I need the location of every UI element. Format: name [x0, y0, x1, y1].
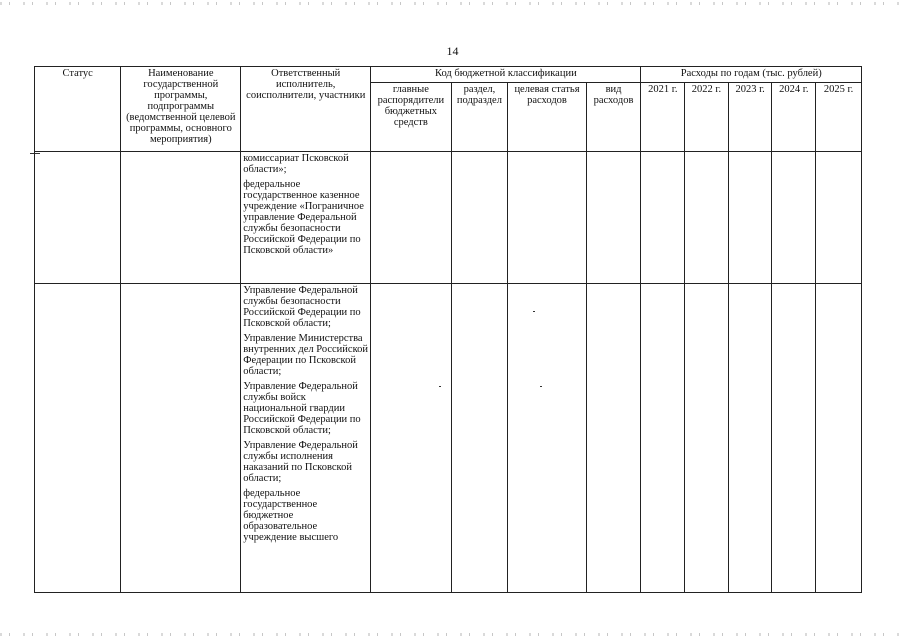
executor-item: федеральное государственное бюджетное образовательное учреждение высшего [243, 488, 339, 544]
cell-2021 [641, 152, 685, 284]
header-program-name: Наименование государственной программы, подпрограммы (ведомственной целевой программы, основного мероприятия) [121, 67, 241, 152]
header-kbk-group: Код бюджетной классификации [371, 67, 641, 83]
scan-speck [533, 311, 535, 312]
scan-artifact-top [0, 2, 905, 5]
cell-2023 [728, 152, 772, 284]
cell-kbk-target [508, 284, 586, 593]
cell-2025 [816, 152, 862, 284]
scan-artifact-bottom [0, 633, 905, 636]
cell-2023 [728, 284, 772, 593]
cell-2022 [685, 152, 729, 284]
cell-kbk-type [586, 152, 641, 284]
cell-2021 [641, 284, 685, 593]
header-executor: Ответственный исполнитель, соисполнители, участники [241, 67, 371, 152]
header-kbk-type: вид расходов [586, 83, 641, 152]
cell-kbk-section [451, 152, 508, 284]
cell-kbk-section [451, 284, 508, 593]
table-row [35, 152, 862, 284]
executor-item: комиссариат Псковской области»; [243, 153, 349, 176]
header-year-2024: 2024 г. [772, 83, 816, 152]
cell-kbk-target [508, 152, 586, 284]
header-kbk-section: раздел, подраздел [451, 83, 508, 152]
executor-item: Управление Федеральной службы исполнения наказаний по Псковской области; [243, 440, 358, 485]
header-year-2023: 2023 г. [728, 83, 772, 152]
executor-item: федеральное государственное казенное учреждение «Пограничное управление Федеральной службы безопасности Российской Федерации по Псковской области» [243, 179, 364, 257]
cell-2025 [816, 284, 862, 593]
cell-status [35, 284, 121, 593]
cell-2022 [685, 284, 729, 593]
budget-table [34, 66, 862, 593]
scan-speck [540, 386, 542, 387]
executor-item: Управление Федеральной службы войск национальной гвардии Российской Федерации по Псковской области; [243, 381, 361, 437]
cell-status [35, 152, 121, 284]
executor-item: Управление Федеральной службы безопасности Российской Федерации по Псковской области; [243, 285, 361, 330]
header-status: Статус [35, 67, 121, 152]
cell-2024 [772, 284, 816, 593]
cell-program-name [121, 152, 241, 284]
scan-speck [439, 386, 441, 387]
header-kbk-target: целевая статья расходов [508, 83, 586, 152]
cell-program-name [121, 284, 241, 593]
cell-kbk-main [371, 284, 451, 593]
table-row [35, 284, 862, 593]
header-expenses-group: Расходы по годам (тыс. рублей) [641, 67, 862, 83]
cell-kbk-main [371, 152, 451, 284]
header-year-2025: 2025 г. [816, 83, 862, 152]
page-number: 14 [446, 44, 459, 58]
cell-kbk-type [586, 284, 641, 593]
cell-executors [241, 152, 371, 284]
header-kbk-main: главные распорядители бюджетных средств [371, 83, 451, 152]
executor-item: Управление Министерства внутренних дел Российской Федерации по Псковской области; [243, 333, 369, 378]
header-year-2021: 2021 г. [641, 83, 685, 152]
cell-2024 [772, 152, 816, 284]
cell-executors [241, 284, 371, 593]
header-year-2022: 2022 г. [685, 83, 729, 152]
